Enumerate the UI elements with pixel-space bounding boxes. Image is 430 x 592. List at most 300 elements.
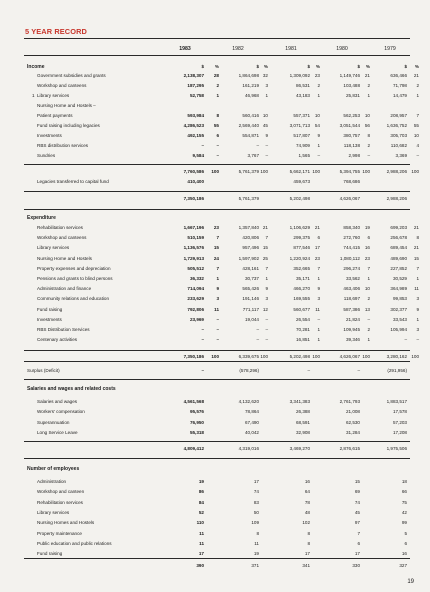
salaries-heading [0,385,430,393]
row-label: Centenary activities [37,337,78,343]
cell-v81: 43,183 [295,93,310,98]
cell-v79: 66 [401,489,407,495]
cell-p81: 10 [314,113,320,118]
row-label: Long Service Leave [37,430,78,436]
cell-v80: 768,686 [343,179,360,184]
table-row [0,92,430,100]
row-label: RBS Distribution Services [37,327,90,332]
cell-v79: 302,377 [390,306,407,312]
cell-p80: 56 [364,123,370,128]
cell-v80: 21,824 [345,316,360,322]
unit-dollar: $ [307,64,310,69]
row-label: Fund raising [37,551,63,557]
employees-heading-label: Number of employees [27,466,80,472]
cell-v83: 7,760,586 [183,169,204,174]
employees-heading [0,465,430,473]
cell-v83: 7,350,186 [183,196,204,201]
cell-v80: 1,080,112 [339,255,360,261]
cell-v79: 305,703 [390,133,407,138]
salaries-heading-label: Salaries and wages and related costs [27,386,116,392]
table-row [0,488,430,496]
cell-v81: 70,281 [295,327,310,332]
cell-p83: 1 [216,276,219,281]
cell-p81: 3 [317,296,320,302]
cell-v79: 6 [404,540,407,546]
unit-percent: % [365,64,370,69]
cell-v82: 1,597,902 [238,255,259,261]
cell-p83: 2 [216,83,219,88]
row-label: Fund raising [37,306,63,312]
cell-v83: 9,584 [192,153,204,158]
cell-v82: 5,761,379 [238,196,259,201]
cell-v79: 1,636,752 [386,123,407,128]
cell-v81: 8 [307,530,310,536]
cell-v81: 341 [302,563,310,568]
cell-v80: 1,149,746 [339,73,360,78]
cell-v80: 3,051,544 [339,123,360,128]
cell-v80: 62,530 [345,419,360,425]
cell-v80: 45 [354,509,360,515]
cell-v82: 8 [256,530,259,536]
cell-v79: (291,956) [387,368,407,373]
cell-p79: 1 [416,276,419,281]
cell-p83: 100 [211,169,219,174]
section-rule [24,350,410,351]
cell-v79: 14,479 [392,93,407,98]
cell-v80: 7 [357,530,360,536]
cell-v80: 330 [352,563,360,568]
unit-percent: % [414,64,419,69]
cell-v79: 636,466 [390,73,407,78]
cell-v83: – [201,327,204,332]
section-rule [24,191,410,192]
cell-p81: 1 [317,276,320,281]
table-row [0,295,430,303]
cell-p83: 24 [213,255,219,261]
cell-p82: 25 [262,255,268,261]
table-row [0,429,430,437]
cell-p81: 9 [317,133,320,138]
cell-p80: – [367,153,370,158]
income-subtotal-row [0,168,430,176]
cell-v80: 4,626,067 [339,354,360,359]
cell-v79: 364,989 [390,286,407,292]
table-row [0,132,430,140]
cell-v79: 99,853 [392,296,407,302]
cell-v83: 593,984 [187,113,204,118]
cell-v81: – [307,368,310,373]
row-label: Surplus (Deficit) [27,368,60,373]
row-label: Legacies transferred to capital fund [37,179,109,184]
row-label: Pensions and grants to blind persons [37,276,113,281]
table-row [0,316,430,324]
cell-v82: 2,569,440 [238,123,259,128]
cell-v82: 67,490 [244,419,259,425]
cell-v79: 2,988,206 [386,196,407,201]
cell-v79: – [404,337,407,343]
cell-p81: – [317,316,320,322]
cell-v80: 4,626,067 [339,196,360,201]
cell-v82: 83 [253,499,259,505]
table-row [0,540,430,548]
row-label: Property expenses and depreciation [37,265,111,271]
table-row [0,336,430,344]
cell-p81: 23 [314,255,320,261]
cell-v80: 562,253 [343,113,360,118]
cell-v83: 84 [198,499,204,505]
section-rule [24,361,410,362]
cell-p81: 1 [317,327,320,332]
cell-v79: 2,988,206 [386,169,407,174]
cell-p82: 21 [262,225,268,230]
year-1980-header: 1980 [336,46,348,52]
cell-v83: 492,155 [187,133,204,138]
cell-v81: 17 [304,551,310,557]
cell-v81: 1,565 [298,153,310,158]
legacies-row [0,178,430,186]
cell-p80: 21 [364,73,370,78]
cell-v82: 565,426 [242,286,259,292]
cell-v81: 74,909 [295,143,310,148]
cell-v82: – [256,337,259,343]
cell-v79: 71,798 [392,83,407,88]
cell-v81: 5,202,498 [289,354,310,359]
cell-v79: 3,369 [395,153,407,158]
page-title: 5 YEAR RECORD [25,27,87,36]
cell-p82: 3 [265,83,268,88]
table-row [0,72,430,80]
cell-v81: 466,270 [293,286,310,292]
cell-v83: 233,629 [187,296,204,302]
row-label: Nursing Home and Hostels [37,255,92,261]
cell-p81: – [317,153,320,158]
cell-v82: – [256,327,259,332]
cell-v82: 78,864 [244,409,259,415]
cell-p79: 21 [413,245,419,251]
cell-p81: 1 [317,93,320,98]
cell-v83: – [201,368,204,373]
row-label: Patient payments [37,113,73,118]
table-row [0,326,430,334]
cell-v83: 390 [196,563,204,568]
cell-p79: 3 [416,327,419,332]
row-label: Property maintenance [37,530,82,536]
cell-v80: 463,406 [343,286,360,292]
cell-p82: – [265,337,268,343]
cell-p81: 100 [312,169,320,174]
cell-p82: – [265,316,268,322]
cell-v79: 327 [399,563,407,568]
cell-v82: 11 [254,540,259,546]
cell-v80: 33,562 [345,276,360,281]
cell-v82: 1,864,698 [238,73,259,78]
table-row [0,102,430,110]
cell-v81: 3,071,713 [289,123,310,128]
cell-v80: 15 [354,479,360,484]
cell-p82: 12 [262,306,268,312]
cell-v82: 4,132,620 [238,399,259,404]
cell-v83: 110 [196,520,204,526]
cell-v82: (578,296) [239,368,259,373]
cell-p79: 4 [416,143,419,148]
cell-v81: 35,171 [295,276,310,281]
cell-p83: 3 [216,296,219,302]
cell-v79: 99 [401,520,407,526]
cell-v79: 208,957 [390,113,407,118]
cell-v82: 46,968 [244,93,259,98]
row-label: Workshop and canteens [37,235,87,241]
row-label: Nursing Homes and Hostels [37,520,95,526]
cell-v83: 4,561,568 [183,399,204,404]
cell-p79: 8 [416,235,419,241]
income-heading [0,63,430,71]
cell-p81: 7 [317,265,320,271]
cell-p82: 9 [265,133,268,138]
cell-v83: 86 [198,489,204,495]
cell-v82: 40,042 [244,430,259,436]
cell-p82: – [265,143,268,148]
row-label: Nursing Home and Hostels – [37,103,96,108]
cell-v82: 420,806 [242,235,259,241]
cell-v81: 1,220,924 [289,255,310,261]
cell-p79: 11 [414,286,419,292]
cell-v81: 1,106,629 [289,225,310,230]
cell-v83: 1,667,196 [183,225,204,230]
cell-p79: 10 [413,133,419,138]
cell-v81: 352,665 [293,265,310,271]
cell-p81: 2 [317,83,320,88]
table-row [0,244,430,252]
title-rule [24,38,410,39]
row-label: Rehabilitation services [37,225,83,230]
cell-v81: 86,531 [295,83,310,88]
cell-v79: 1,975,506 [386,446,407,451]
employees-total-row [0,562,430,570]
cell-p80: 100 [362,169,370,174]
cell-p83: – [216,143,219,148]
cell-v82: 428,161 [242,265,259,271]
cell-p82: 1 [265,93,268,98]
row-label: Library services [37,509,70,515]
cell-p79: 15 [413,255,419,261]
cell-p80: 13 [364,306,370,312]
table-row [0,499,430,507]
cell-p83: 11 [214,306,219,312]
unit-percent: % [263,64,268,69]
expenditure-heading [0,214,430,222]
table-row [0,408,430,416]
unit-dollar: $ [256,64,259,69]
cell-v81: 102 [302,520,310,526]
cell-v83: 7,350,186 [183,354,204,359]
cell-p80: 7 [367,265,370,271]
cell-v82: 371 [251,563,259,568]
cell-v81: 26,388 [295,409,310,415]
row-label: Salaries and wages [37,399,78,404]
cell-v81: 64 [304,489,310,495]
cell-v80: 2,998 [348,153,360,158]
cell-v82: 554,871 [242,133,259,138]
cell-p79: 9 [416,306,419,312]
cell-p80: 6 [367,235,370,241]
table-row [0,519,430,527]
table-row [0,234,430,242]
cell-v82: 74 [253,489,259,495]
cell-v83: 95,576 [189,409,204,415]
cell-v79: 18 [401,479,407,484]
cell-v82: 771,117 [242,306,259,312]
cell-v83: 76,950 [189,419,204,425]
row-label: Workshop and canteens [37,83,87,88]
cell-p80: 19 [364,225,370,230]
cell-v79: 75 [401,499,407,505]
section-rule [24,209,410,210]
cell-p80: 8 [367,133,370,138]
cell-v79: 57,203 [392,419,407,425]
cell-v80: 296,274 [343,265,360,271]
row-label: Administration [37,479,67,484]
table-row [0,152,430,160]
cell-v81: 3,341,383 [289,399,310,404]
cell-p81: 6 [317,235,320,241]
cell-p80: 16 [364,245,370,251]
cell-p79: 7 [416,265,419,271]
cell-v80: 118,138 [343,143,360,148]
cell-v82: 1,357,840 [238,225,259,230]
cell-p79: 21 [413,73,419,78]
row-label: Public education and public relations [37,540,112,546]
cell-v79: 16 [401,551,407,557]
cell-p81: 54 [314,123,320,128]
cell-p81: 21 [314,225,320,230]
cell-v83: 11 [199,540,204,546]
cell-p80: 100 [362,354,370,359]
table-row [0,82,430,90]
table-row [0,285,430,293]
unit-dollar: $ [357,64,360,69]
cell-p80: 1 [367,93,370,98]
cell-v81: 5,662,171 [289,169,310,174]
cell-v82: 191,146 [242,296,259,302]
table-row [0,306,430,314]
cell-v79: 5 [404,530,407,536]
cell-v79: 42 [401,509,407,515]
row-label: Rehabilitation services [37,499,83,505]
table-row [0,112,430,120]
table-row [0,255,430,263]
cell-p80: 2 [367,83,370,88]
cell-v82: 19 [253,551,259,557]
table-row [0,550,430,558]
cell-p82: 9 [265,286,268,292]
cell-v79: 110,682 [390,143,407,148]
cell-v81: 8 [307,540,310,546]
table-row [0,275,430,283]
cell-v82: 19,044 [244,316,259,322]
cell-p82: 15 [262,245,268,251]
unit-dollar: $ [404,64,407,69]
cell-v80: 6 [357,540,360,546]
cell-v81: 557,371 [293,113,310,118]
cell-p83: 28 [213,73,219,78]
cell-v80: 118,697 [343,296,360,302]
cell-v81: 5,202,498 [289,196,310,201]
cell-p80: 2 [367,296,370,302]
cell-v82: 161,219 [242,83,259,88]
table-row [0,478,430,486]
surplus-row [0,367,430,375]
cell-p83: 7 [216,235,219,241]
cell-v83: 11 [199,530,204,536]
cell-v80: 109,945 [343,327,360,332]
cell-p80: 23 [364,255,370,261]
cell-v80: 97 [354,520,360,526]
table-row [0,142,430,150]
cell-p82: 3 [265,296,268,302]
cell-p82: 100 [260,169,268,174]
cell-v80: 21,008 [345,409,360,415]
cell-v81: 299,375 [293,235,310,241]
cell-p79: 1 [416,316,419,322]
cell-v81: 459,673 [293,179,310,184]
cell-p82: – [265,327,268,332]
section-rule [24,379,410,380]
cell-v81: 1,309,092 [289,73,310,78]
cell-v81: 169,555 [293,296,310,302]
cell-p82: 32 [262,73,268,78]
cell-v83: 23,969 [189,316,204,322]
cell-p81: 1 [317,337,320,343]
year-1979-header: 1979 [384,46,396,52]
section-rule [24,558,410,559]
cell-p83: 9 [216,286,219,292]
cell-v83: 792,806 [187,306,204,312]
expenditure-heading-label: Expenditure [27,215,56,221]
year-1983-header: 1983 [179,46,191,52]
cell-v79: 30,529 [392,276,407,281]
income-heading-label: Income [27,64,45,70]
income-total-row [0,195,430,203]
cell-v82: 4,319,016 [238,446,259,451]
cell-v80: 17 [354,551,360,557]
cell-p82: 10 [262,113,268,118]
cell-p83: 8 [216,113,219,118]
cell-p79: 3 [416,296,419,302]
cell-p81: 100 [312,354,320,359]
cell-v81: 3,469,270 [289,446,310,451]
row-margin-mark: 1 [32,93,35,98]
cell-v83: 1,136,576 [183,245,204,251]
row-label: Sundries [37,153,56,158]
cell-v82: 560,416 [242,113,259,118]
row-label: Government subsidies and grants [37,73,106,78]
cell-p80: 2 [367,143,370,148]
cell-p82: 7 [265,265,268,271]
cell-v83: 55,318 [189,430,204,436]
cell-v81: 78 [304,499,310,505]
cell-p80: 2 [367,327,370,332]
cell-v83: 1,729,913 [183,255,204,261]
cell-v82: – [256,143,259,148]
cell-v79: 699,203 [390,225,407,230]
cell-v79: 689,454 [390,245,407,251]
cell-v79: 33,543 [392,316,407,322]
cell-v83: 714,094 [187,286,204,292]
cell-v80: 744,415 [343,245,360,251]
cell-v80: 587,386 [343,306,360,312]
row-label: Community relations and education [37,296,110,302]
year-1981-header: 1981 [285,46,297,52]
